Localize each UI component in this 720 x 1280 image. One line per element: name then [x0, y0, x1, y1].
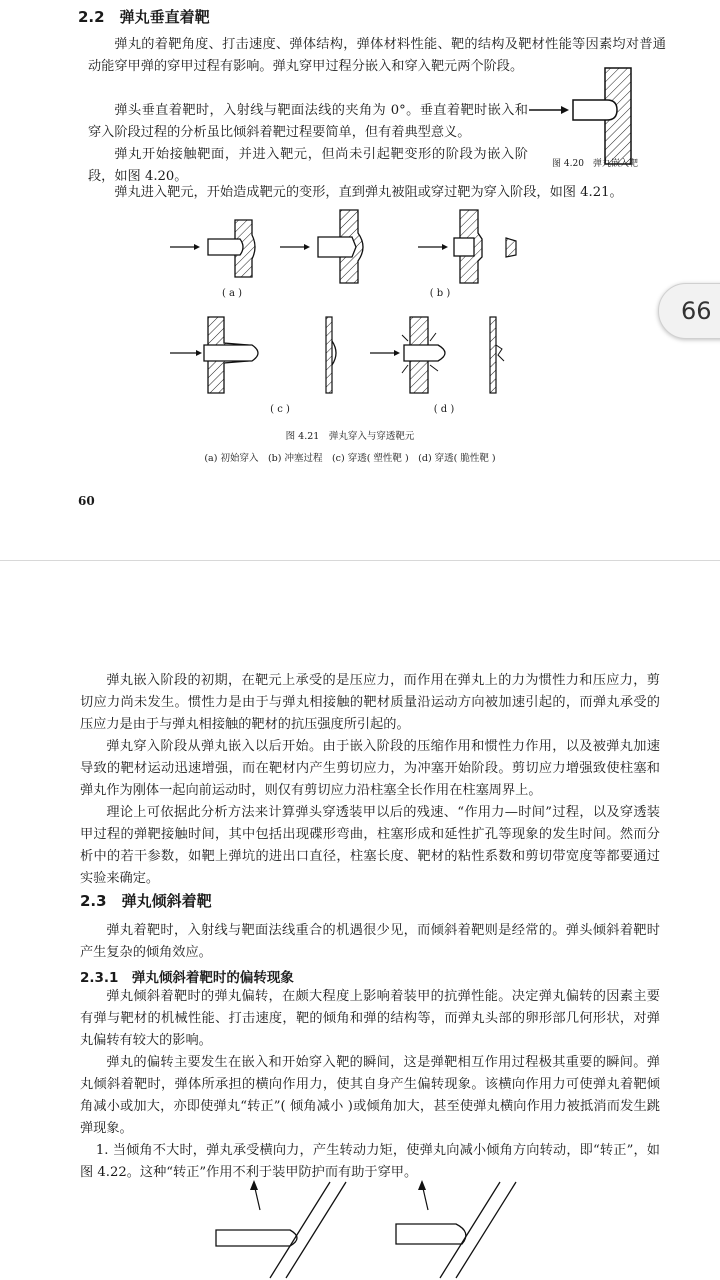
figure-4-21-diagram [160, 205, 540, 420]
figure-4-21-subcaption: (a) 初始穿入 (b) 冲塞过程 (c) 穿透( 塑性靶 ) (d) 穿透( 脆性靶 ) [204, 453, 496, 464]
subsection-heading-2-3-1: 2.3.1 弹丸倾斜着靶时的偏转现象 [80, 970, 294, 986]
paragraph: 理论上可依据此分析方法来计算弹头穿透装甲以后的残速、“作用力—时间”过程，以及穿透装甲过程的弹靶接触时间，其中包括出现碟形弯曲，柱塞形成和延性扩孔等现象的发生时间。然而分析中的若干参数，如靶上弹坑的进出口直径，柱塞长度、靶材的粘性系数和剪切带宽度等都要通过实验来确定。 [80, 805, 660, 886]
paragraph: 弹头垂直着靶时，入射线与靶面法线的夹角为 0°。垂直着靶时嵌入和穿入阶段过程的分析虽比倾斜着靶过程要简单，但有着典型意义。 [88, 103, 528, 140]
fig-label-c: ( c ) [270, 404, 290, 415]
paragraph: 弹丸开始接触靶面，并进入靶元，但尚未引起靶变形的阶段为嵌入阶段，如图 4.20。 [88, 147, 528, 184]
paragraph-block-left [88, 100, 528, 188]
fig-4-22-right [396, 1180, 516, 1278]
paragraph: 弹丸嵌入阶段的初期，在靶元上承受的是压应力，而作用在弹丸上的力为惯性力和压应力，剪切应力尚未发生。惯性力是由于与弹丸相接触的靶材质量沿运动方向被加速引起的，而弹丸承受的压应力是由于与弹丸相接触的靶材的抗压强度所引起的。 [80, 673, 660, 732]
paragraph: 弹丸进入靶元，开始造成靶元的变形，直到弹丸被阻或穿过靶为穿入阶段，如图 4.21。 [114, 185, 623, 200]
paragraph-block-top [80, 670, 660, 890]
subsection-paragraph-block [80, 986, 660, 1184]
fig-a-initial-penetration [170, 220, 255, 277]
fig-label-a: ( a ) [221, 288, 243, 299]
figure-4-20-caption: 图 4.20 弹丸嵌入靶 [552, 159, 638, 169]
paragraph: 弹丸着靶时，入射线与靶面法线重合的机遇很少见，而倾斜着靶则是经常的。弹头倾斜着靶时产生复杂的倾角效应。 [80, 923, 660, 960]
page-number: 60 [78, 494, 95, 508]
paragraph: 弹丸穿入阶段从弹丸嵌入以后开始。由于嵌入阶段的压缩作用和惯性力作用，以及被弹丸加速导致的靶材运动迅速增强，而在靶材内产生剪切应力，为冲塞开始阶段。剪切应力增强致使柱塞和弹丸作为刚体一起向前运动时，则仅有剪切应力沿柱塞全长作用在柱塞周界上。 [80, 739, 660, 798]
arrow-head-icon [561, 106, 569, 114]
projectile-shape [573, 100, 617, 120]
figure-4-21-caption: 图 4.21 弹丸穿入与穿透靶元 [285, 431, 415, 442]
section-heading-2-3: 2.3 弹丸倾斜着靶 [80, 892, 212, 910]
fig-label-d: ( d ) [433, 404, 455, 415]
document-page-60 [0, 0, 720, 560]
figure-4-22-diagram [200, 1180, 540, 1280]
fig-label-b: ( b ) [429, 288, 451, 299]
paragraph: 弹丸的偏转主要发生在嵌入和开始穿入靶的瞬间，这是弹靶相互作用过程极其重要的瞬间。弹丸倾斜着靶时，弹体所承担的横向作用力，使其自身产生偏转现象。该横向作用力可使弹丸着靶倾角减小或加大，亦即使弹丸“转正”( 倾角减小 )或倾角加大，甚至使弹丸横向作用力被抵消而发生跳弹现象。 [80, 1055, 660, 1136]
section-intro-block [80, 920, 660, 964]
section-heading-2-2: 2.2 弹丸垂直着靶 [78, 8, 210, 26]
paragraph: 弹丸的着靶角度、打击速度、弹体结构，弹体材料性能、靶的结构及靶材性能等因素均对普通动能穿甲弹的穿甲过程有影响。弹丸穿甲过程分嵌入和穿入靶元两个阶段。 [88, 37, 666, 74]
fig-d-brittle-2 [490, 317, 504, 393]
fig-c-ductile-2 [326, 317, 336, 393]
document-page-61 [0, 604, 720, 1280]
fig-d-brittle-1 [370, 317, 445, 393]
fig-b-plugging-1 [280, 210, 363, 283]
fig-4-22-left [216, 1180, 346, 1278]
paragraph-block-full [88, 182, 678, 204]
page-indicator-badge[interactable]: 66 [658, 283, 720, 339]
fig-c-ductile-1 [170, 317, 258, 393]
list-item: 1. 当倾角不大时，弹丸承受横向力，产生转动力矩，使弹丸向减小倾角方向转动，即“转正”，如图 4.22。这种“转正”作用不利于装甲防护而有助于穿甲。 [80, 1143, 660, 1180]
paragraph: 弹丸倾斜着靶时的弹丸偏转，在颇大程度上影响着装甲的抗弹性能。决定弹丸偏转的因素主要有弹与靶材的机械性能、打击速度，靶的倾角和弹的结构等，而弹丸头部的卵形部几何形状，对弹丸偏转有较大的影响。 [80, 989, 660, 1048]
page-separator [0, 560, 720, 607]
fig-b-plugging-2 [418, 210, 516, 283]
